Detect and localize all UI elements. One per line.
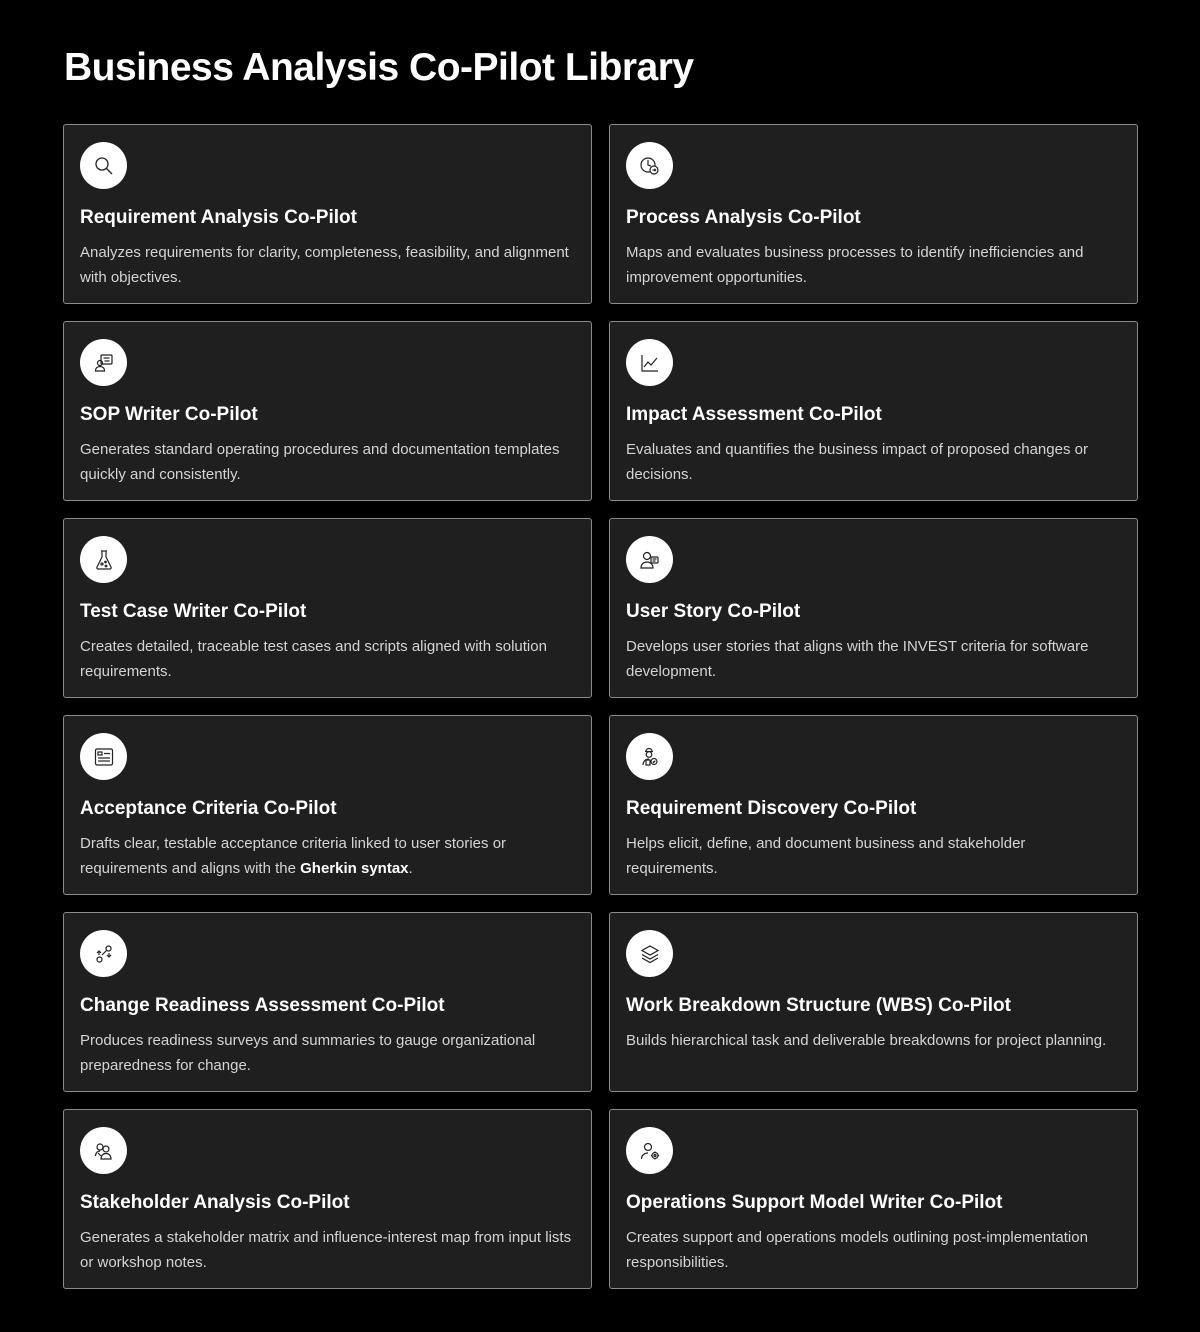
card-title: Impact Assessment Co-Pilot — [626, 404, 882, 425]
card-description: Creates detailed, traceable test cases and scripts aligned with solution requirements. — [80, 638, 547, 680]
copilot-card-process-analysis[interactable] — [609, 124, 1138, 304]
card-title: SOP Writer Co-Pilot — [80, 404, 258, 425]
card-description: Maps and evaluates business processes to identify inefficiencies and improvement opportunities. — [626, 244, 1084, 286]
card-title: Stakeholder Analysis Co-Pilot — [80, 1192, 350, 1213]
user-gear-icon — [626, 1127, 673, 1174]
card-description-end: . — [408, 860, 413, 877]
line-chart-icon — [626, 339, 673, 386]
copilot-card-change-readiness[interactable] — [63, 912, 592, 1092]
copilot-card-wbs[interactable] — [609, 912, 1138, 1092]
layers-icon — [626, 930, 673, 977]
card-description: Evaluates and quantifies the business impact of proposed changes or decisions. — [626, 441, 1088, 483]
card-title: Change Readiness Assessment Co-Pilot — [80, 995, 445, 1016]
user-story-icon — [626, 536, 673, 583]
card-title: Work Breakdown Structure (WBS) Co-Pilot — [626, 995, 1011, 1016]
copilot-card-impact-assessment[interactable] — [609, 321, 1138, 501]
copilot-card-acceptance-criteria[interactable] — [63, 715, 592, 895]
change-path-icon — [80, 930, 127, 977]
card-title: Acceptance Criteria Co-Pilot — [80, 798, 337, 819]
magnifier-icon — [80, 142, 127, 189]
card-description: Creates support and operations models outlining post-implementation responsibilities. — [626, 1229, 1088, 1271]
card-description: Generates a stakeholder matrix and influence-interest map from input lists or workshop notes. — [80, 1229, 572, 1271]
card-description — [80, 831, 575, 881]
process-clock-icon — [626, 142, 673, 189]
stakeholder-icon — [80, 1127, 127, 1174]
card-description: Develops user stories that aligns with the INVEST criteria for software development. — [626, 638, 1089, 680]
gherkin-syntax-highlight: Gherkin syntax — [300, 860, 409, 877]
copilot-grid — [63, 124, 1138, 1289]
card-title: Process Analysis Co-Pilot — [626, 207, 861, 228]
card-title: Operations Support Model Writer Co-Pilot — [626, 1192, 1003, 1213]
card-description: Helps elicit, define, and document business and stakeholder requirements. — [626, 835, 1026, 877]
discovery-person-icon — [626, 733, 673, 780]
copilot-card-operations-support[interactable] — [609, 1109, 1138, 1289]
copilot-card-sop-writer[interactable] — [63, 321, 592, 501]
card-title: Test Case Writer Co-Pilot — [80, 601, 307, 622]
copilot-card-requirement-analysis[interactable] — [63, 124, 592, 304]
card-description-text: Drafts clear, testable acceptance criteria linked to user stories or requirements and aligns with the — [80, 835, 507, 877]
copilot-card-requirement-discovery[interactable] — [609, 715, 1138, 895]
copilot-card-stakeholder-analysis[interactable] — [63, 1109, 592, 1289]
copilot-card-user-story[interactable] — [609, 518, 1138, 698]
checklist-card-icon — [80, 733, 127, 780]
card-title: Requirement Analysis Co-Pilot — [80, 207, 357, 228]
card-title: User Story Co-Pilot — [626, 601, 801, 622]
presenter-icon — [80, 339, 127, 386]
flask-icon — [80, 536, 127, 583]
page-title: Business Analysis Co-Pilot Library — [64, 46, 694, 89]
card-description: Produces readiness surveys and summaries to gauge organizational preparedness for change. — [80, 1032, 536, 1074]
copilot-card-test-case-writer[interactable] — [63, 518, 592, 698]
card-description: Generates standard operating procedures and documentation templates quickly and consistently. — [80, 441, 560, 483]
card-description: Builds hierarchical task and deliverable breakdowns for project planning. — [626, 1032, 1107, 1049]
card-description: Analyzes requirements for clarity, completeness, feasibility, and alignment with objectives. — [80, 244, 569, 286]
card-title: Requirement Discovery Co-Pilot — [626, 798, 917, 819]
